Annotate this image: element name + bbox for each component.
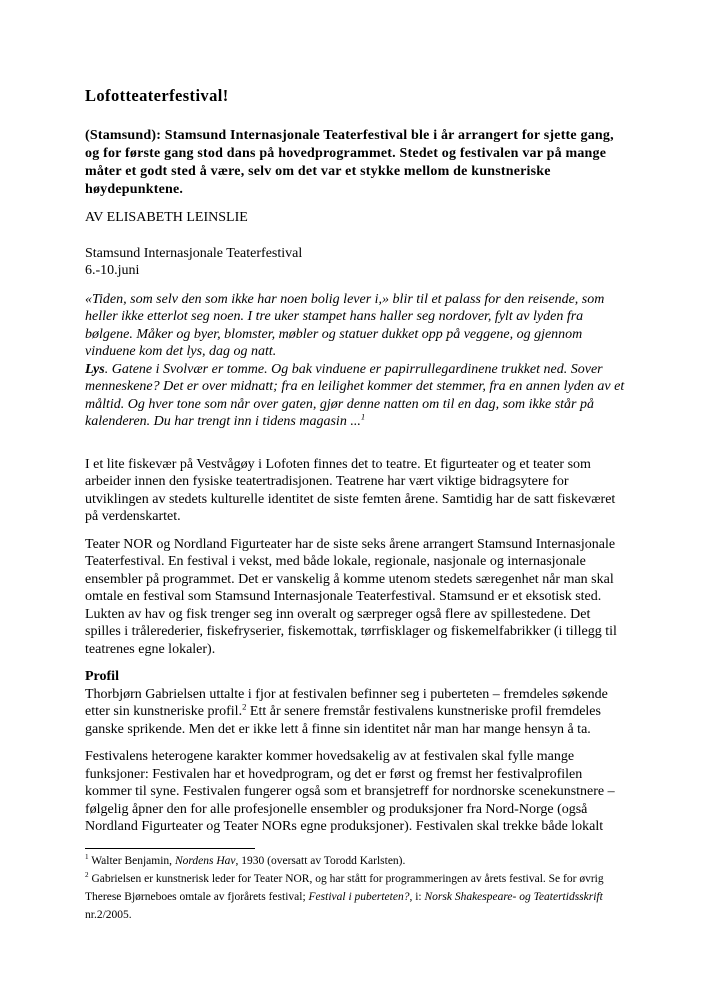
profil-text-before-ref: Thorbjørn Gabrielsen uttalte i fjor at festivalen befinner seg i puberteten – fremdeles søkende etter sin kunstneriske profil. [85,686,608,719]
footnote-separator-rule [85,848,255,849]
quote-part-2 [85,361,625,431]
quote-part-1: «Tiden, som selv den som ikke har noen bolig lever i,» blir til et palass for den reisende, som heller ikke etterlot seg noen. I tre uker stampet hans haller seg nordover, fylt av lyden fra bølgene. Måker og byer, blomster, møbler og statuer dukket opp på veggene, og gjennom vinduene kom det lys, dag og natt. [85,291,605,359]
profil-text-after-ref: Ett år senere fremstår festivalens kunstneriske profil fremdeles ganske sprikende. Men det er ikke lett å finne sin identitet når man har mange hensyn å ta. [85,704,601,737]
footnote-2-text-2: , i: [409,890,425,903]
footnote-1-title-italic: Nordens Hav [174,854,236,867]
footnote-1-text-before: Walter Benjamin, [88,854,175,867]
footnote-2-text-3: nr.2/2005. [85,908,132,921]
paragraph-teater-nor: Teater NOR og Nordland Figurteater har de siste seks årene arrangert Stamsund Internasjonale Teaterfestival. En festival i vekst, med både lokale, regionale, nasjonale og internasjonale ensembler på programmet. Det er vanskelig å komme utenom stedets særegenhet når man skal omtale en festival som Stamsund Internasjonale Teaterfestival. Stamsund er et eksotisk sted. Lukten av hav og fisk trenger seg inn overalt og særpreger også flere av spillestedene. Det spilles i trålerederier, fiskefryserier, fiskemottak, tørrfisklager og fiskemelfabrikker (i tillegg til teatrenes egne lokaler). [85,536,617,657]
footnote-1-text-after: , 1930 (oversatt av Torodd Karlsten). [235,854,406,867]
footnote-ref-2-marker: 2 [242,701,247,712]
quote-lys-word: Lys [85,361,105,377]
footnote-1 [85,852,625,870]
footnote-2-marker: 2 [85,870,89,879]
footnote-2 [85,870,625,924]
section-heading-profil: Profil [85,669,119,684]
footnotes-section [85,852,625,924]
byline: AV ELISABETH LEINSLIE [85,210,248,225]
quote-part-2-text: . Gatene i Svolvær er tomme. Og bak vinduene er papirrullegardinene trukket ned. Sover menneskene? Det er over midnatt; fra en leilighet kommer det stemmer, fra en annen lyden av et måltid. Og hver tone som når over gaten, gjør denne natten om til en dag, som ikke står på kalenderen. Du har trengt inn i tidens magasin ... [85,361,625,429]
paragraph-fiskevaer: I et lite fiskevær på Vestvågøy i Lofoten finnes det to teatre. Et figurteater og et teater som arbeider innen den fysiske teatertradisjonen. Teatrene har vært viktige bidragsytere for utviklingen av stedets kulturelle identitet de siste femten årene. Samtidig har de satt fiskeværet på verdenskartet. [85,456,616,524]
paragraph-profil [85,686,625,739]
paragraph-funksjoner: Festivalens heterogene karakter kommer hovedsakelig av at festivalen skal fylle mange funksjoner: Festivalen har et hovedprogram, og det er først og fremst her festivalprofilen kommer til syne. Festivalen fungerer også som et bransjetreff for nordnorske scenekunstnere – følgelig åpner den for alle profesjonelle ensembler og produksjoner fra Nord-Norge (også Nordland Figurteater og Teater NORs egne produksjoner). Festivalen skal trekke både lokalt [85,749,615,834]
footnote-2-text-1: Gabrielsen er kunstnerisk leder for Teater NOR, og har stått for programmeringen av årets festival. Se for øvrig Therese Bjørneboes omtale av fjorårets festival; [85,872,604,903]
benjamin-quote [85,291,625,431]
lead-paragraph: (Stamsund): Stamsund Internasjonale Teaterfestival ble i år arrangert for sjette gang, og for første gang stod dans på hovedprogrammet. Stedet og festivalen var på mange måter et godt sted å være, selv om det var et stykke mellom de kunstneriske høydepunktene. [85,128,614,197]
footnote-2-title-italic-1: Festival i puberteten? [308,890,410,903]
footnote-1-marker: 1 [85,852,89,861]
page-title: Lofotteaterfestival! [85,86,229,105]
festival-dates: 6.-10.juni [85,263,140,278]
festival-name: Stamsund Internasjonale Teaterfestival [85,245,303,261]
footnote-2-title-italic-2: Norsk Shakespeare- og Teatertidsskrift [424,890,603,903]
footnote-ref-1-marker: 1 [360,411,366,422]
